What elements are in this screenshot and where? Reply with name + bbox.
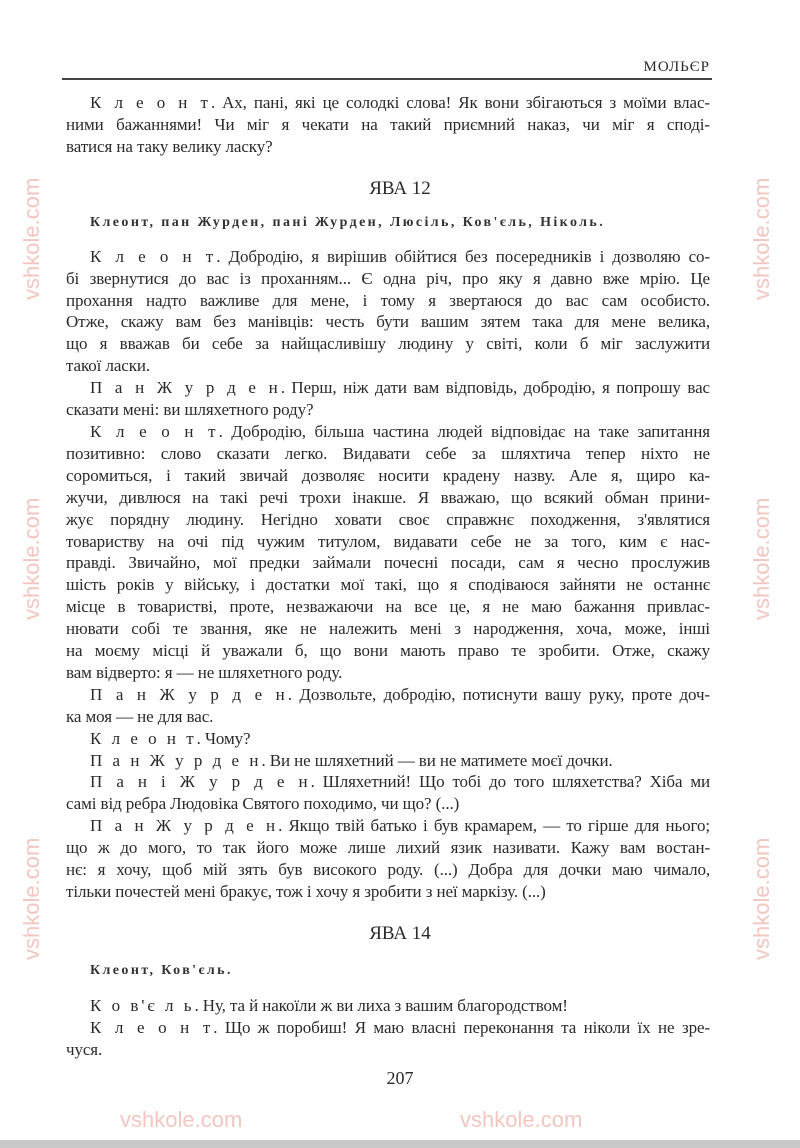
text-line (66, 706, 710, 728)
running-header (62, 56, 712, 80)
line-text: чуся. (66, 1039, 103, 1059)
speaker-name: П а н Ж у р д е н (90, 816, 279, 836)
watermark-text: vshkole.com (749, 177, 774, 300)
line-text: . Ну, та й накоїли ж ви лиха з вашим благородством! (194, 995, 568, 1015)
text-line (66, 793, 710, 815)
text-line (66, 465, 710, 487)
text-line (66, 815, 710, 837)
line-text: ка моя — не для вас. (66, 706, 214, 726)
speaker-name: К л е о н т (90, 93, 211, 112)
running-title: МОЛЬЄР (643, 59, 710, 75)
watermark-text: vshkole.com (19, 177, 44, 300)
line-text: що ж до мого, то так його може лише лихий язик називати. Кажу вам востан- (66, 838, 710, 858)
text-line (66, 246, 710, 268)
scene-14-title: ЯВА 14 (369, 922, 431, 944)
text-line (66, 355, 710, 377)
text-line (66, 1039, 710, 1061)
line-text: товариству на очі під чужим титулом, видавати себе не за того, ким є нас- (66, 531, 710, 551)
line-text: жує порядну людину. Негідно ховати своє справжнє походження, з'являтися (66, 509, 710, 529)
dialogue-block-1 (66, 92, 710, 158)
text-line (66, 509, 710, 531)
watermark-text: vshkole.com (19, 497, 44, 620)
text-line (66, 640, 710, 662)
line-text: прохання надто важливе для мене, і тому я звертаюся до вас сам особисто. (66, 290, 710, 310)
speaker-name: К л е о н т (90, 421, 219, 441)
line-text: самі від ребра Людовіка Святого походимо, чи що? (...) (66, 794, 460, 814)
text-line (66, 771, 710, 793)
text-line (66, 574, 710, 596)
speaker-name: П а н Ж у р д е н (90, 750, 262, 770)
text-line (66, 859, 710, 881)
text-line (66, 114, 710, 136)
text-line (66, 421, 710, 443)
line-text: ними бажаннями! Чи міг я чекати на такий приємний наказ, чи міг я сподi- (66, 114, 710, 134)
speaker-name: П а н Ж у р д е н (90, 684, 288, 704)
speaker-name: К о в'є л ь (90, 995, 195, 1015)
text-line (66, 837, 710, 859)
text-line (66, 487, 710, 509)
speaker-name: К л е о н т (90, 1017, 214, 1037)
line-text: . Перш, ніж дати вам відповідь, добродію, я попрошу вас (280, 378, 710, 398)
text-line (66, 136, 710, 158)
line-text: шість років у війську, і достатки мої такі, що я сподіваюся зайняти не останнє (66, 575, 710, 595)
scene-12-title: ЯВА 12 (369, 177, 431, 199)
line-text: соромиться, і такий звичай дозволяє носити крадену назву. Але я, щиро ка- (66, 465, 710, 485)
line-text: тільки почестей мені бракує, тож і хочу я зробити з неї маркізу. (...) (66, 882, 546, 901)
watermark-text: vshkole.com (120, 1107, 243, 1132)
watermark-text: vshkole.com (749, 837, 774, 960)
dialogue-block-3 (66, 995, 710, 1061)
line-text: . Добродію, більша частина людей відповідає на таке запитання (218, 421, 710, 441)
text-line (66, 531, 710, 553)
line-text: правді. Звичайно, мої предки займали почесні посади, сам я чесно прослужив (66, 553, 710, 573)
text-line (66, 290, 710, 312)
text-line (66, 750, 710, 772)
watermark-text: vshkole.com (749, 497, 774, 620)
speaker-name: П а н Ж у р д е н (90, 378, 281, 398)
watermark-text: vshkole.com (19, 837, 44, 960)
line-text: що я вважав би себе за найщасливішу людину у світі, коли б міг заслужити (66, 334, 710, 354)
speaker-name: П а н і Ж у р д е н (90, 772, 311, 792)
line-text: бі звернутися до вас із проханням... Є одна річ, про яку я давно вже мрію. Це (66, 268, 710, 288)
line-text: . Що ж поробиш! Я маю власні переконання та ніколи їх не зре- (213, 1017, 710, 1037)
dialogue-block-2 (66, 246, 710, 903)
line-text: . Ах, пані, які це солодкі слова! Як вони збігаються з моїми влас- (210, 93, 710, 112)
text-line (66, 728, 710, 750)
text-line (66, 684, 710, 706)
text-line (66, 333, 710, 355)
line-text: жучи, дивлюся на такі речі трохи інакше. Я вважаю, що всякий обман прини- (66, 487, 710, 507)
text-line (66, 662, 710, 684)
line-text: нювати собі те звання, яке не належить мені з народження, хоча, може, інші (66, 619, 710, 639)
line-text: місце в товаристві, проте, незважаючи на все це, я не маю бажання привлас- (66, 597, 710, 617)
line-text: ватися на таку велику ласку? (66, 136, 273, 156)
text-line (66, 268, 710, 290)
scene-12-characters: Клеонт, пан Журден, пані Журден, Люсіль, Ков'єль, Ніколь. (90, 214, 606, 230)
text-line (66, 1017, 710, 1039)
line-text: . Шляхетний! Що тобі до того шляхетства? Хіба ми (310, 772, 711, 792)
line-text: позитивно: слово сказати легко. Видавати себе за шляхтича тепер ніхто не (66, 443, 710, 463)
line-text: сказати мені: ви шляхетного роду? (66, 400, 314, 420)
line-text: Отже, скажу вам без манівців: честь бути вашим зятем така для мене велика, (66, 312, 710, 332)
text-line (66, 552, 710, 574)
line-text: нє: я хочу, щоб мій зять був високого роду. (...) Добра для дочки маю чимало, (66, 860, 710, 880)
scene-14-characters: Клеонт, Ков'єль. (90, 962, 233, 978)
scan-edge (0, 1140, 800, 1148)
text-line (66, 618, 710, 640)
watermark-text: vshkole.com (460, 1107, 583, 1132)
text-line (66, 881, 710, 903)
text-line (66, 443, 710, 465)
line-text: . Дозвольте, добродію, потиснути вашу руку, проте доч- (287, 684, 710, 704)
page-number: 207 (386, 1067, 414, 1088)
text-line (66, 377, 710, 399)
line-text: на моєму місці й уважали б, що вони мають право те зробити. Отже, скажу (66, 641, 710, 661)
speaker-name: К л е о н т (90, 246, 217, 266)
line-text: вам відверто: я — не шляхетного роду. (66, 662, 343, 682)
line-text: такої ласки. (66, 356, 151, 376)
line-text: . Чому? (196, 728, 251, 748)
text-line (66, 596, 710, 618)
text-line (66, 92, 710, 114)
text-line (66, 311, 710, 333)
line-text: . Якщо твій батько і був крамарем, — то гірше для нього; (278, 816, 711, 836)
text-line (66, 399, 710, 421)
line-text: . Ви не шляхетний — ви не матимете моєї дочки. (261, 750, 613, 770)
text-line (66, 995, 710, 1017)
speaker-name: К л е о н т (90, 728, 197, 748)
line-text: . Добродію, я вирішив обійтися без посередників і дозволяю со- (216, 246, 710, 266)
